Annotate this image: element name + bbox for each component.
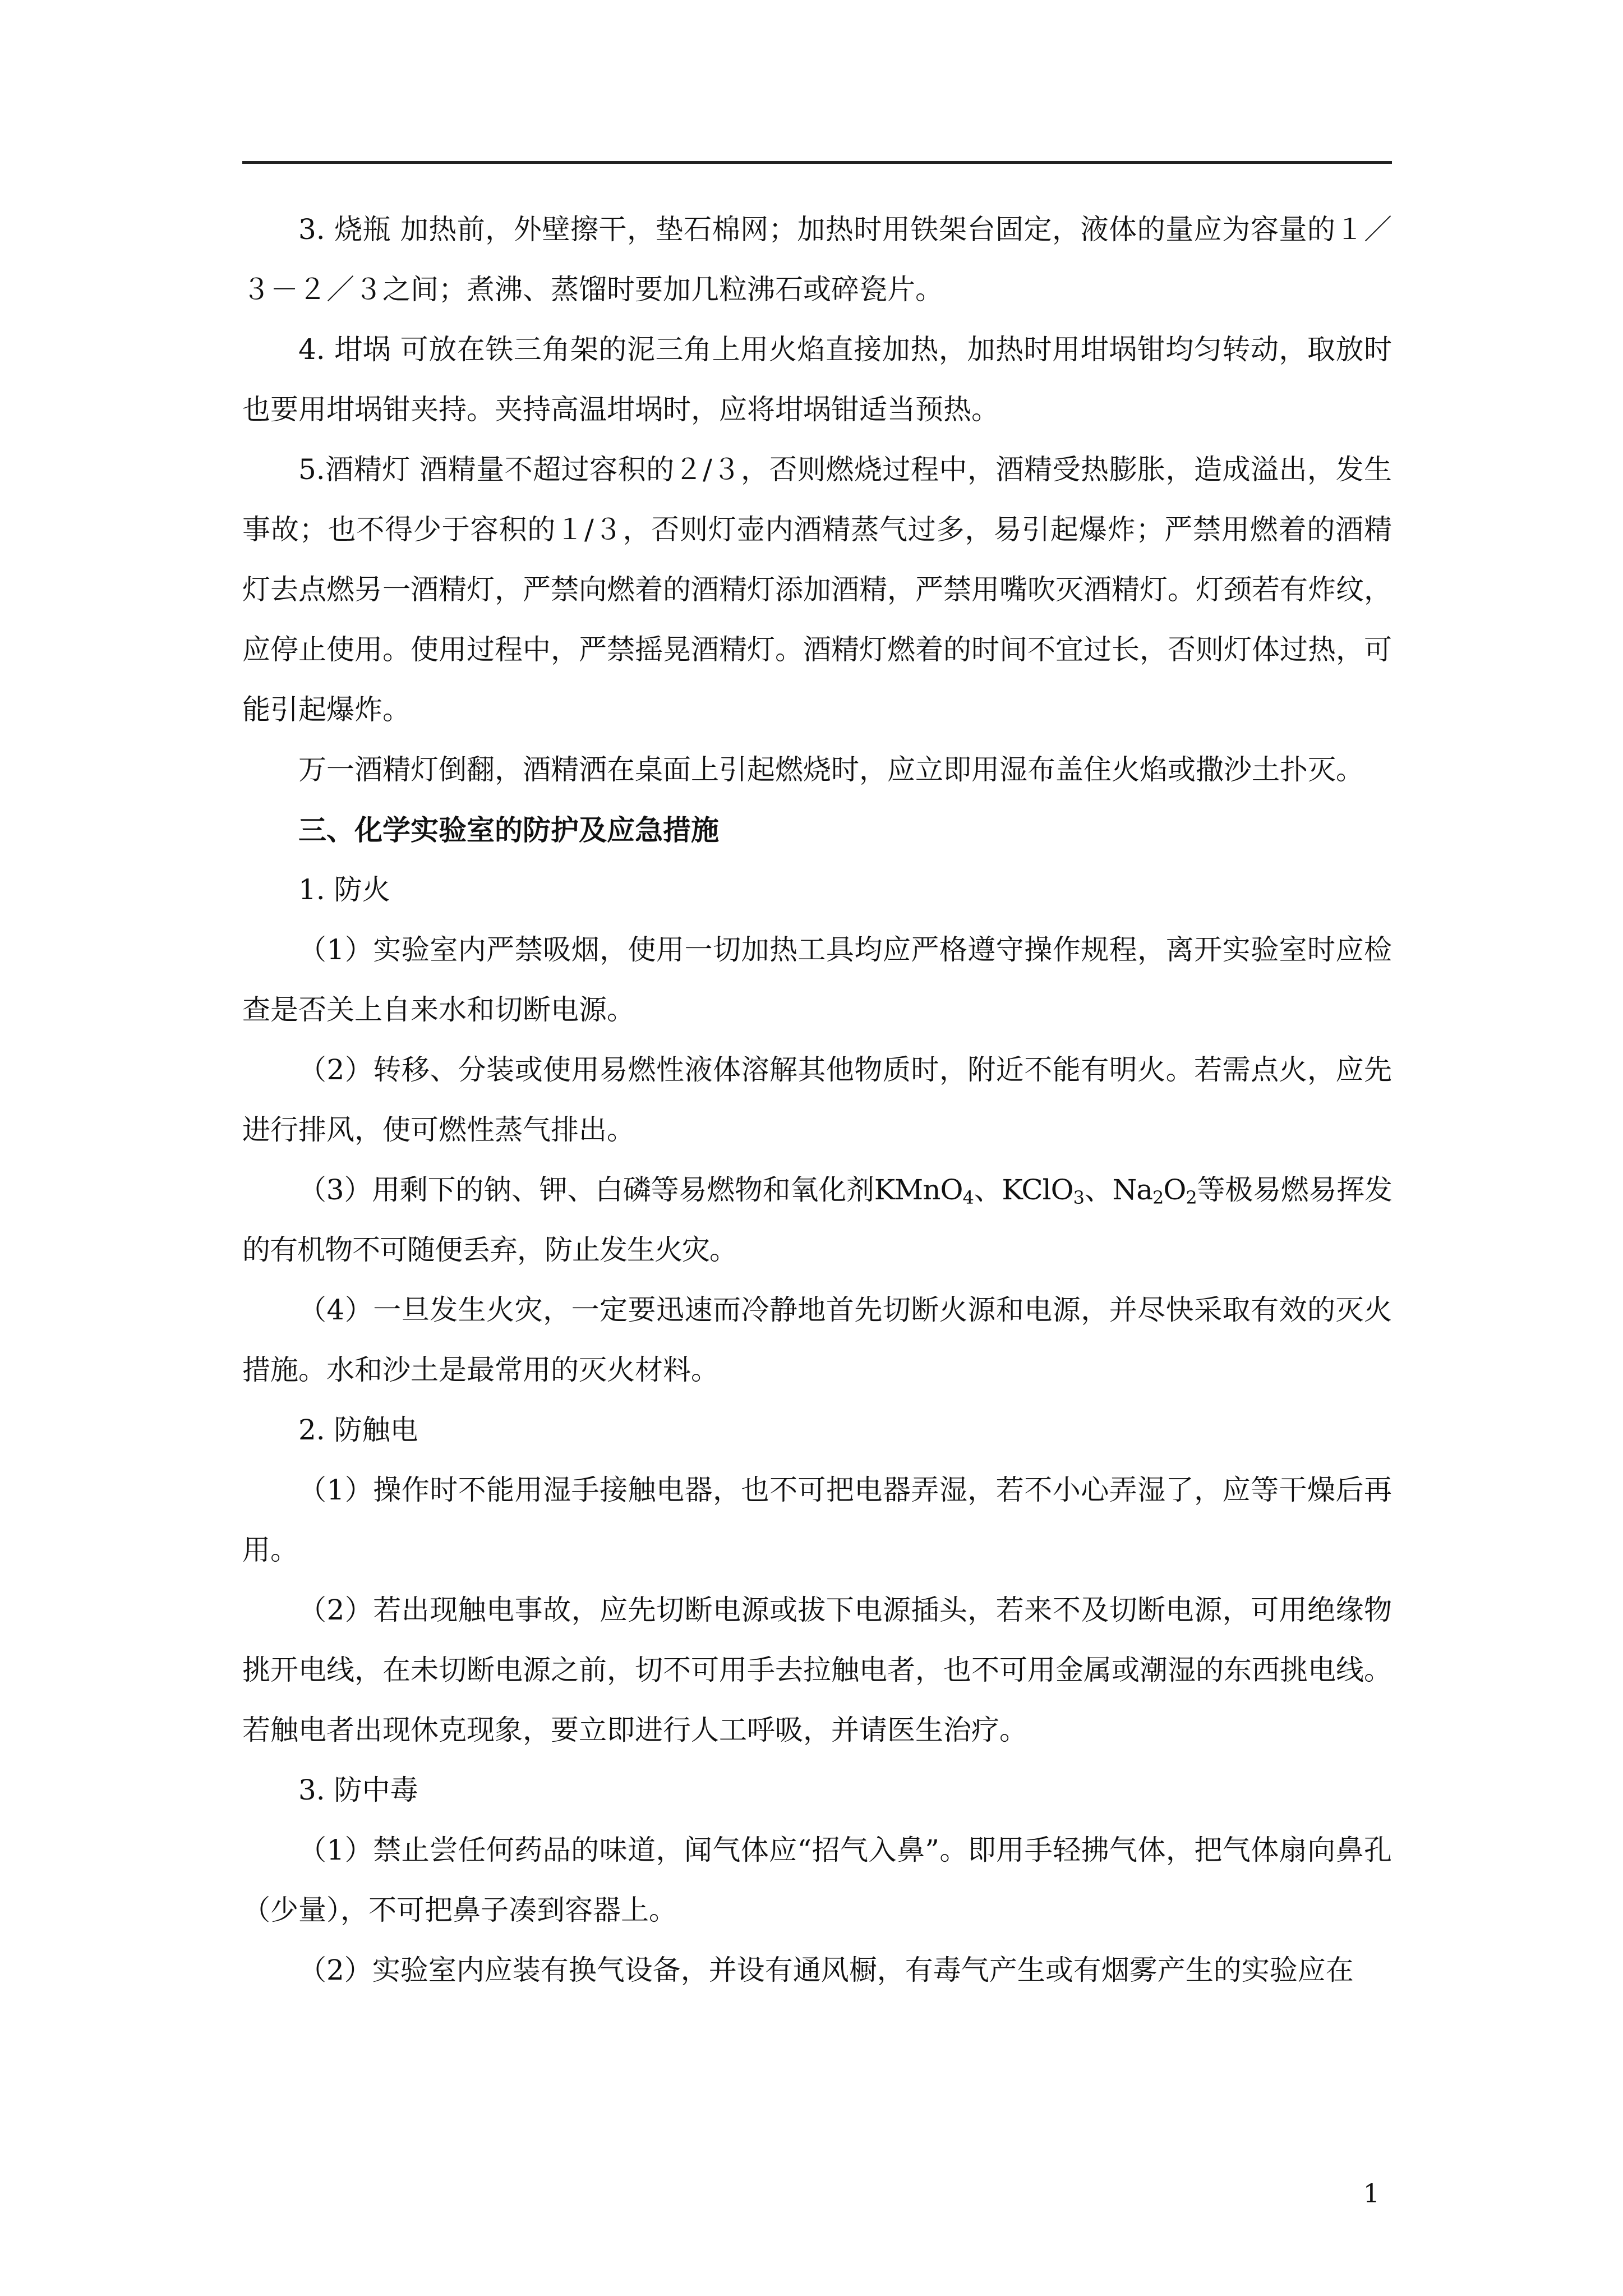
fire-item-3-suffix: 等极易燃易挥发的有机物不可随便丢弃，防止发生火灾。 [242,1174,1393,1266]
page-number: 1 [1363,2178,1380,2208]
section-heading: 三、化学实验室的防护及应急措施 [298,813,719,846]
formula-kmno4: KMnO$_4$ [874,1174,974,1208]
electric-item-1: （1）操作时不能用湿手接触电器，也不可把电器弄湿，若不小心弄湿了，应等干燥后再用。 [242,1474,1392,1566]
paragraph-flask: 3. 烧瓶 加热前，外壁擦干，垫石棉网；加热时用铁架台固定，液体的量应为容量的１／３－２／３之间；煮沸、蒸馏时要加几粒沸石或碎瓷片。 [242,213,1392,306]
subsection-title-electric: 2. 防触电 [298,1414,418,1446]
formula-na2o2: $Na_2O_2$ [1112,1174,1197,1208]
electric-item-2: （2）若出现触电事故，应先切断电源或拔下电源插头，若来不及切断电源，可用绝缘物挑开电线，在未切断电源之前，切不可用手去拉触电者，也不可用金属或潮湿的东西挑电线。若触电者出现休克现象，要立即进行人工呼吸，并请医生治疗。 [242,1594,1392,1746]
document-body [242,200,1392,2000]
paragraph-alcohol-lamp: 5.酒精灯 酒精量不超过容积的２/３，否则燃烧过程中，酒精受热膨胀，造成溢出，发生事故；也不得少于容积的１/３，否则灯壶内酒精蒸气过多，易引起爆炸；严禁用燃着的酒精灯去点燃另一酒精灯，严禁向燃着的酒精灯添加酒精，严禁用嘴吹灭酒精灯。灯颈若有炸纹，应停止使用。使用过程中，严禁摇晃酒精灯。酒精灯燃着的时间不宜过长，否则灯体过热，可能引起爆炸。 [242,453,1392,726]
subsection-title-fire: 1. 防火 [298,873,390,906]
fire-item-4: （4）一旦发生火灾，一定要迅速而冷静地首先切断火源和电源，并尽快采取有效的灭火措施。水和沙土是最常用的灭火材料。 [242,1294,1392,1386]
subsection-title-poison: 3. 防中毒 [298,1774,418,1806]
fire-item-3-prefix: （3）用剩下的钠、钾、白磷等易燃物和氧化剂 [298,1174,874,1206]
header-rule [242,161,1392,164]
fire-item-3: （3）用剩下的钠、钾、白磷等易燃物和氧化剂KMnO$_4$、KClO$_3$、$Na_2O_2$等极易燃易挥发的有机物不可随便丢弃，防止发生火灾。 [242,1174,1393,1266]
formula-kclo3: KClO$_3$ [1002,1174,1084,1208]
paragraph-crucible: 4. 坩埚 可放在铁三角架的泥三角上用火焰直接加热，加热时用坩埚钳均匀转动，取放时也要用坩埚钳夹持。夹持高温坩埚时，应将坩埚钳适当预热。 [242,333,1392,426]
paragraph-lamp-fire: 万一酒精灯倒翻，酒精洒在桌面上引起燃烧时，应立即用湿布盖住火焰或撒沙土扑灭。 [298,753,1364,786]
fire-item-2: （2）转移、分装或使用易燃性液体溶解其他物质时，附近不能有明火。若需点火，应先进行排风，使可燃性蒸气排出。 [242,1053,1392,1146]
fire-item-1: （1）实验室内严禁吸烟，使用一切加热工具均应严格遵守操作规程，离开实验室时应检查是否关上自来水和切断电源。 [242,933,1392,1026]
poison-item-1: （1）禁止尝任何药品的味道，闻气体应“招气入鼻”。即用手轻拂气体，把气体扇向鼻孔（少量），不可把鼻子凑到容器上。 [242,1834,1392,1926]
poison-item-2: （2）实验室内应装有换气设备，并设有通风橱，有毒气产生或有烟雾产生的实验应在 [298,1954,1354,1986]
